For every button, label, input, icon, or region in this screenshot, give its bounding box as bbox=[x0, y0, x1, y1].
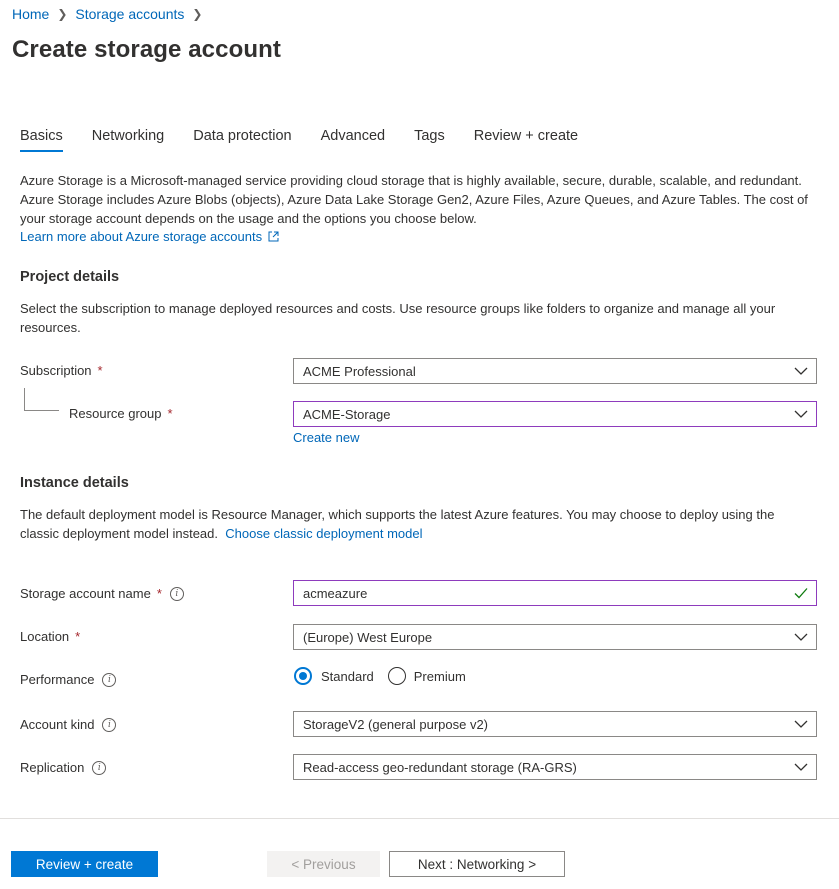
instance-details-description bbox=[20, 505, 810, 543]
storage-account-name-input[interactable] bbox=[293, 580, 817, 606]
chevron-down-icon bbox=[794, 407, 808, 421]
footer-divider bbox=[0, 818, 839, 819]
create-new-link[interactable]: Create new bbox=[293, 430, 360, 445]
radio-premium[interactable] bbox=[388, 667, 406, 685]
replication-select[interactable] bbox=[293, 754, 817, 780]
review-create-button[interactable]: Review + create bbox=[11, 851, 158, 877]
storage-account-name-label bbox=[20, 586, 184, 601]
subscription-select[interactable] bbox=[293, 358, 817, 384]
breadcrumb bbox=[12, 6, 210, 22]
performance-label bbox=[20, 672, 116, 687]
chevron-right-icon: ❯ bbox=[57, 7, 68, 21]
required-asterisk: * bbox=[97, 363, 103, 378]
learn-more-link[interactable]: Learn more about Azure storage accounts bbox=[20, 229, 263, 244]
radio-standard[interactable] bbox=[294, 667, 312, 685]
previous-button[interactable]: < Previous bbox=[267, 851, 380, 877]
tab-basics[interactable]: Basics bbox=[20, 128, 63, 152]
info-icon[interactable]: i bbox=[102, 718, 116, 732]
chevron-right-icon: ❯ bbox=[192, 7, 203, 21]
radio-standard-label[interactable]: Standard bbox=[321, 668, 374, 684]
chevron-down-icon bbox=[794, 364, 808, 378]
breadcrumb-storage-accounts-link[interactable]: Storage accounts bbox=[75, 6, 185, 22]
breadcrumb-home-link[interactable]: Home bbox=[12, 6, 50, 22]
resource-group-select[interactable] bbox=[293, 401, 817, 427]
instance-details-description-text: The default deployment model is Resource Manager, which supports the latest Azure features. You may choose to deploy using the classic deployment model instead. bbox=[20, 507, 775, 541]
info-icon[interactable]: i bbox=[92, 761, 106, 775]
radio-premium-label[interactable]: Premium bbox=[413, 668, 466, 684]
location-label bbox=[20, 629, 80, 644]
intro-text: Azure Storage is a Microsoft-managed service providing cloud storage that is highly available, secure, durable, scalable, and redundant. Azure Storage includes Azure Blobs (objects), Azure Data Lake Storage Gen2, Azure Files, Azure Queues, and Azure Tables. The cost of your storage account depends on the usage and the options you choose below. bbox=[20, 173, 808, 226]
required-asterisk: * bbox=[156, 586, 162, 601]
required-asterisk: * bbox=[75, 629, 81, 644]
subscription-value: ACME Professional bbox=[303, 363, 416, 379]
location-value: (Europe) West Europe bbox=[303, 629, 433, 645]
account-kind-select[interactable] bbox=[293, 711, 817, 737]
account-kind-value: StorageV2 (general purpose v2) bbox=[303, 716, 489, 732]
chevron-down-icon bbox=[794, 717, 808, 731]
tab-tags[interactable]: Tags bbox=[414, 128, 445, 144]
tab-bar bbox=[20, 128, 607, 152]
replication-label bbox=[20, 760, 106, 775]
chevron-down-icon bbox=[794, 760, 808, 774]
resource-group-value: ACME-Storage bbox=[303, 406, 391, 422]
subscription-label bbox=[20, 363, 103, 378]
info-icon[interactable]: i bbox=[102, 673, 116, 687]
resource-group-label bbox=[69, 406, 173, 421]
account-kind-label-text: Account kind bbox=[20, 717, 95, 732]
external-link-icon bbox=[268, 231, 279, 242]
project-details-description: Select the subscription to manage deployed resources and costs. Use resource groups like folders to organize and manage all your resources. bbox=[20, 301, 776, 335]
subscription-label-text: Subscription bbox=[20, 363, 92, 378]
location-select[interactable] bbox=[293, 624, 817, 650]
location-label-text: Location bbox=[20, 629, 70, 644]
account-kind-label bbox=[20, 717, 116, 732]
replication-value: Read-access geo-redundant storage (RA-GRS) bbox=[303, 759, 577, 775]
learn-more-row bbox=[20, 227, 279, 246]
classic-deployment-link[interactable]: Choose classic deployment model bbox=[225, 526, 423, 541]
page-title: Create storage account bbox=[12, 36, 281, 63]
info-icon[interactable]: i bbox=[170, 587, 184, 601]
resource-group-label-text: Resource group bbox=[69, 406, 162, 421]
tab-networking[interactable]: Networking bbox=[91, 128, 165, 144]
next-networking-button[interactable]: Next : Networking > bbox=[389, 851, 565, 877]
required-asterisk: * bbox=[167, 406, 173, 421]
tab-advanced[interactable]: Advanced bbox=[320, 128, 386, 144]
tab-data-protection[interactable]: Data protection bbox=[193, 128, 292, 144]
performance-radio-group bbox=[294, 667, 466, 685]
tree-connector-vertical bbox=[24, 388, 25, 410]
tab-review-create[interactable]: Review + create bbox=[473, 128, 579, 144]
chevron-down-icon bbox=[794, 630, 808, 644]
project-details-heading: Project details bbox=[20, 269, 120, 285]
checkmark-icon bbox=[794, 586, 808, 600]
instance-details-heading: Instance details bbox=[20, 475, 129, 491]
performance-label-text: Performance bbox=[20, 672, 95, 687]
storage-account-name-value: acmeazure bbox=[303, 585, 368, 601]
storage-account-name-label-text: Storage account name bbox=[20, 586, 151, 601]
tree-connector-horizontal bbox=[24, 410, 59, 411]
replication-label-text: Replication bbox=[20, 760, 85, 775]
